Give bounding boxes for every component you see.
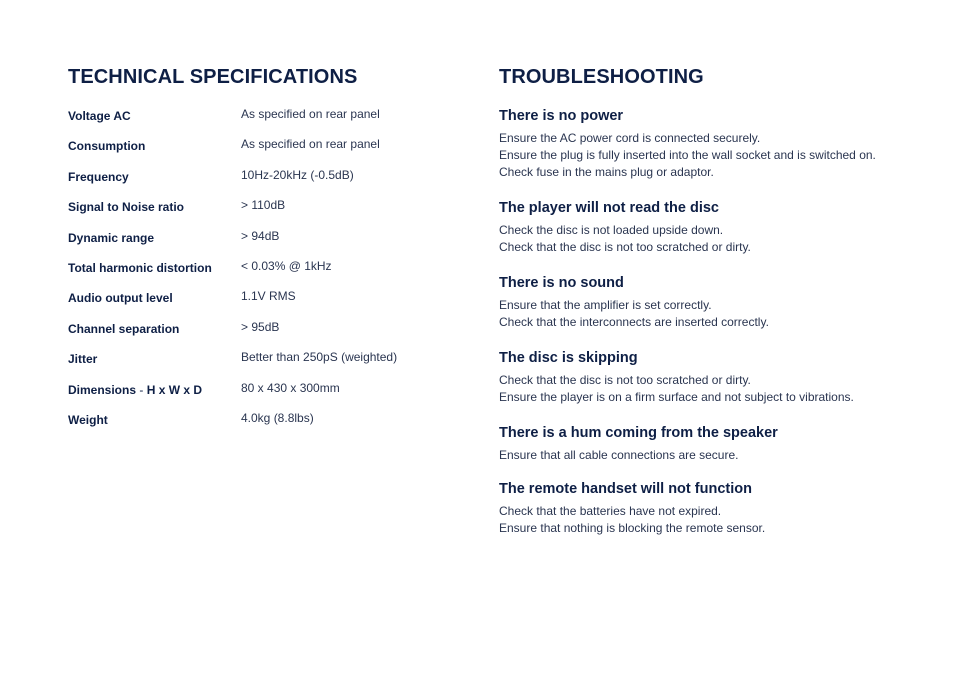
- issue-title: There is no power: [499, 108, 624, 124]
- remedy-line: Check that the disc is not too scratched or dirty.: [499, 240, 751, 254]
- spec-label: Consumption: [68, 139, 146, 154]
- spec-row-consumption: [68, 135, 448, 165]
- spec-label-main: Dimensions: [68, 382, 137, 397]
- troubleshooting-heading: TROUBLESHOOTING: [499, 66, 704, 88]
- remedy-line: Check the disc is not loaded upside down.: [499, 223, 724, 237]
- issue-remedies: [499, 372, 929, 406]
- spec-label: Jitter: [68, 352, 98, 367]
- spec-value: < 0.03% @ 1kHz: [241, 258, 332, 273]
- spec-value: > 110dB: [241, 198, 286, 213]
- spec-value: As specified on rear panel: [241, 107, 380, 121]
- spec-label: Total harmonic distortion: [68, 260, 212, 275]
- remedy-line: Ensure that the amplifier is set correctly.: [499, 298, 712, 312]
- issue-title: The player will not read the disc: [499, 200, 719, 216]
- troubleshooting-item-skipping: [499, 348, 929, 406]
- spec-value: 1.1V RMS: [241, 289, 296, 304]
- spec-label: [68, 379, 241, 399]
- spec-row-channel-separation: [68, 318, 448, 348]
- troubleshooting-list: [499, 106, 929, 537]
- remedy-line: Ensure that nothing is blocking the remote sensor.: [499, 521, 766, 535]
- issue-remedies: [499, 503, 929, 537]
- spec-label: Dynamic range: [68, 230, 155, 245]
- spec-label: Signal to Noise ratio: [68, 200, 185, 215]
- spec-label: Weight: [68, 412, 108, 427]
- spec-label-suffix: H x W x D: [146, 382, 203, 397]
- issue-remedies: [499, 297, 929, 331]
- technical-specifications-section: [68, 64, 448, 439]
- remedy-line: Check that the interconnects are inserted correctly.: [499, 315, 769, 329]
- issue-remedies: [499, 447, 929, 464]
- spec-value: > 94dB: [241, 228, 280, 243]
- remedy-line: Check that the batteries have not expired.: [499, 504, 722, 518]
- issue-remedies: [499, 222, 929, 256]
- troubleshooting-section: [499, 64, 929, 554]
- specifications-table: [68, 105, 448, 439]
- spec-row-thd: [68, 257, 448, 287]
- spec-value: > 95dB: [241, 319, 280, 334]
- spec-value: Better than 250pS (weighted): [241, 350, 398, 365]
- issue-title: There is a hum coming from the speaker: [499, 425, 778, 441]
- spec-value: As specified on rear panel: [241, 137, 380, 152]
- spec-label: Voltage AC: [68, 109, 131, 123]
- spec-row-jitter: [68, 348, 448, 378]
- spec-label: Frequency: [68, 169, 129, 184]
- spec-row-snr: [68, 196, 448, 226]
- troubleshooting-item-hum: [499, 423, 929, 464]
- troubleshooting-item-no-power: [499, 106, 929, 181]
- spec-row-dimensions: [68, 379, 448, 409]
- spec-value: 80 x 430 x 300mm: [241, 380, 340, 395]
- remedy-line: Check that the disc is not too scratched or dirty.: [499, 373, 751, 387]
- spec-row-voltage: [68, 105, 448, 135]
- specifications-heading: TECHNICAL SPECIFICATIONS: [68, 66, 358, 88]
- troubleshooting-item-no-read: [499, 198, 929, 256]
- remedy-line: Ensure the AC power cord is connected securely.: [499, 131, 761, 145]
- spec-value: 10Hz-20kHz (-0.5dB): [241, 167, 354, 182]
- remedy-line: Ensure the player is on a firm surface and not subject to vibrations.: [499, 390, 854, 404]
- spec-label: Channel separation: [68, 321, 180, 336]
- issue-title: The remote handset will not function: [499, 481, 752, 497]
- troubleshooting-item-no-sound: [499, 273, 929, 331]
- remedy-line: Ensure the plug is fully inserted into the wall socket and is switched on.: [499, 148, 876, 162]
- spec-row-weight: [68, 409, 448, 439]
- issue-title: There is no sound: [499, 275, 624, 291]
- spec-value: 4.0kg (8.8lbs): [241, 410, 314, 425]
- troubleshooting-item-remote: [499, 479, 929, 537]
- remedy-line: Ensure that all cable connections are secure.: [499, 448, 739, 462]
- issue-title: The disc is skipping: [499, 350, 638, 366]
- remedy-line: Check fuse in the mains plug or adaptor.: [499, 165, 714, 179]
- spec-row-audio-output: [68, 287, 448, 317]
- spec-label: Audio output level: [68, 291, 173, 306]
- spec-row-frequency: [68, 166, 448, 196]
- issue-remedies: [499, 130, 929, 181]
- spec-row-dynamic-range: [68, 227, 448, 257]
- spec-label-separator: -: [136, 382, 147, 397]
